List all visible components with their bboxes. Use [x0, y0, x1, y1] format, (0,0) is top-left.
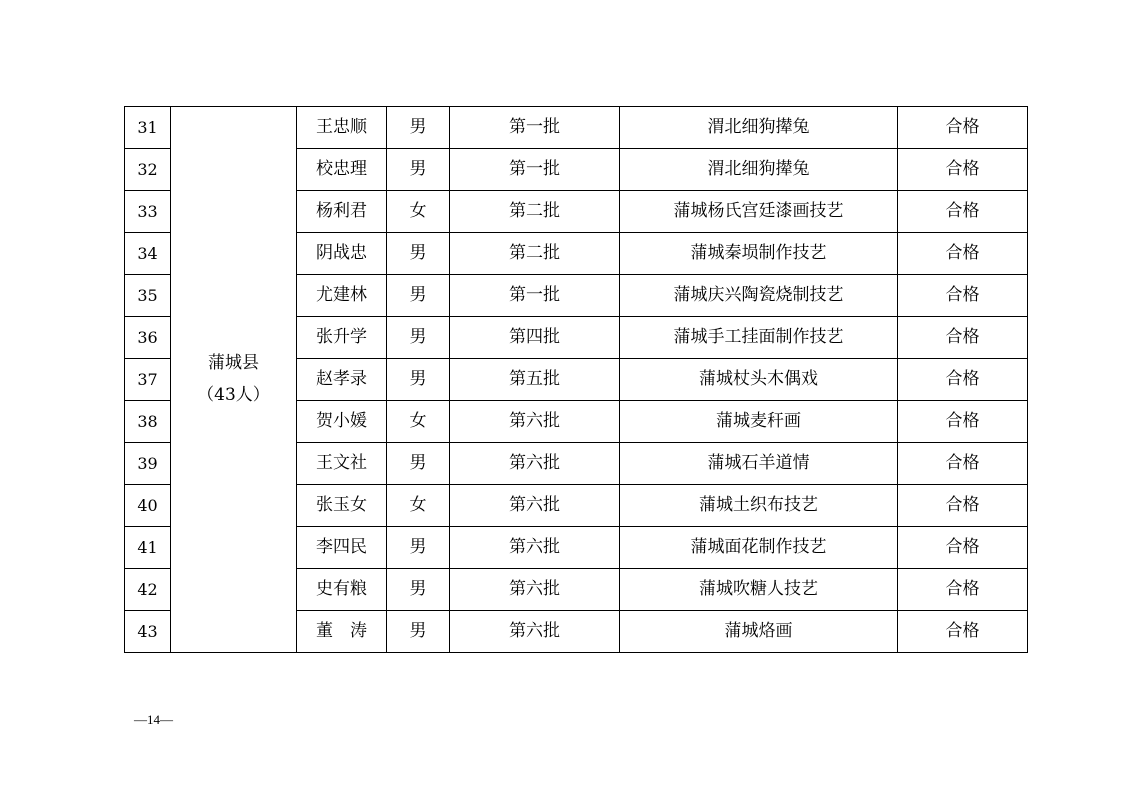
serial-number-cell: 42 — [125, 569, 171, 611]
inheritor-name-cell: 史有粮 — [297, 569, 387, 611]
gender-cell: 男 — [387, 359, 450, 401]
serial-number-cell: 39 — [125, 443, 171, 485]
project-name-cell: 蒲城秦埙制作技艺 — [620, 233, 898, 275]
table-body — [125, 107, 1028, 653]
batch-cell: 第六批 — [450, 611, 620, 653]
gender-cell: 女 — [387, 485, 450, 527]
evaluation-result-cell: 合格 — [898, 611, 1028, 653]
gender-cell: 男 — [387, 107, 450, 149]
serial-number-cell: 33 — [125, 191, 171, 233]
project-name-cell: 渭北细狗撵兔 — [620, 149, 898, 191]
batch-cell: 第六批 — [450, 443, 620, 485]
evaluation-result-cell: 合格 — [898, 107, 1028, 149]
inheritor-name-cell: 张玉女 — [297, 485, 387, 527]
batch-cell: 第一批 — [450, 275, 620, 317]
serial-number-cell: 43 — [125, 611, 171, 653]
serial-number-cell: 41 — [125, 527, 171, 569]
batch-cell: 第六批 — [450, 569, 620, 611]
batch-cell: 第五批 — [450, 359, 620, 401]
gender-cell: 女 — [387, 401, 450, 443]
gender-cell: 男 — [387, 527, 450, 569]
inheritor-name-cell: 校忠理 — [297, 149, 387, 191]
project-name-cell: 蒲城杨氏宫廷漆画技艺 — [620, 191, 898, 233]
county-name: 蒲城县 — [208, 353, 259, 374]
inheritor-name-cell: 董 涛 — [297, 611, 387, 653]
project-name-cell: 蒲城杖头木偶戏 — [620, 359, 898, 401]
project-name-cell: 蒲城土织布技艺 — [620, 485, 898, 527]
evaluation-result-cell: 合格 — [898, 569, 1028, 611]
evaluation-result-cell: 合格 — [898, 275, 1028, 317]
evaluation-result-cell: 合格 — [898, 317, 1028, 359]
project-name-cell: 蒲城麦秆画 — [620, 401, 898, 443]
serial-number-cell: 36 — [125, 317, 171, 359]
evaluation-result-cell: 合格 — [898, 191, 1028, 233]
table-row — [125, 107, 1028, 149]
serial-number-cell: 31 — [125, 107, 171, 149]
gender-cell: 男 — [387, 149, 450, 191]
page-number: —14— — [134, 712, 173, 727]
gender-cell: 女 — [387, 191, 450, 233]
inheritor-name-cell: 贺小媛 — [297, 401, 387, 443]
inheritor-evaluation-table — [124, 106, 1028, 653]
project-name-cell: 蒲城石羊道情 — [620, 443, 898, 485]
evaluation-result-cell: 合格 — [898, 149, 1028, 191]
batch-cell: 第一批 — [450, 107, 620, 149]
county-count: （43人） — [197, 384, 270, 405]
inheritor-name-cell: 李四民 — [297, 527, 387, 569]
project-name-cell: 渭北细狗撵兔 — [620, 107, 898, 149]
inheritor-name-cell: 杨利君 — [297, 191, 387, 233]
project-name-cell: 蒲城烙画 — [620, 611, 898, 653]
evaluation-result-cell: 合格 — [898, 443, 1028, 485]
evaluation-result-cell: 合格 — [898, 233, 1028, 275]
gender-cell: 男 — [387, 443, 450, 485]
project-name-cell: 蒲城面花制作技艺 — [620, 527, 898, 569]
batch-cell: 第六批 — [450, 527, 620, 569]
project-name-cell: 蒲城手工挂面制作技艺 — [620, 317, 898, 359]
batch-cell: 第四批 — [450, 317, 620, 359]
serial-number-cell: 35 — [125, 275, 171, 317]
serial-number-cell: 32 — [125, 149, 171, 191]
inheritor-name-cell: 赵孝录 — [297, 359, 387, 401]
gender-cell: 男 — [387, 569, 450, 611]
county-cell — [171, 107, 297, 653]
inheritor-name-cell: 王忠顺 — [297, 107, 387, 149]
batch-cell: 第六批 — [450, 485, 620, 527]
gender-cell: 男 — [387, 317, 450, 359]
inheritor-name-cell: 王文社 — [297, 443, 387, 485]
batch-cell: 第二批 — [450, 191, 620, 233]
evaluation-result-cell: 合格 — [898, 401, 1028, 443]
evaluation-result-cell: 合格 — [898, 527, 1028, 569]
project-name-cell: 蒲城庆兴陶瓷烧制技艺 — [620, 275, 898, 317]
evaluation-result-cell: 合格 — [898, 485, 1028, 527]
batch-cell: 第六批 — [450, 401, 620, 443]
evaluation-result-cell: 合格 — [898, 359, 1028, 401]
batch-cell: 第一批 — [450, 149, 620, 191]
inheritor-name-cell: 阴战忠 — [297, 233, 387, 275]
gender-cell: 男 — [387, 611, 450, 653]
batch-cell: 第二批 — [450, 233, 620, 275]
inheritor-name-cell: 张升学 — [297, 317, 387, 359]
serial-number-cell: 34 — [125, 233, 171, 275]
gender-cell: 男 — [387, 233, 450, 275]
serial-number-cell: 37 — [125, 359, 171, 401]
gender-cell: 男 — [387, 275, 450, 317]
inheritor-name-cell: 尤建林 — [297, 275, 387, 317]
project-name-cell: 蒲城吹糖人技艺 — [620, 569, 898, 611]
serial-number-cell: 38 — [125, 401, 171, 443]
serial-number-cell: 40 — [125, 485, 171, 527]
